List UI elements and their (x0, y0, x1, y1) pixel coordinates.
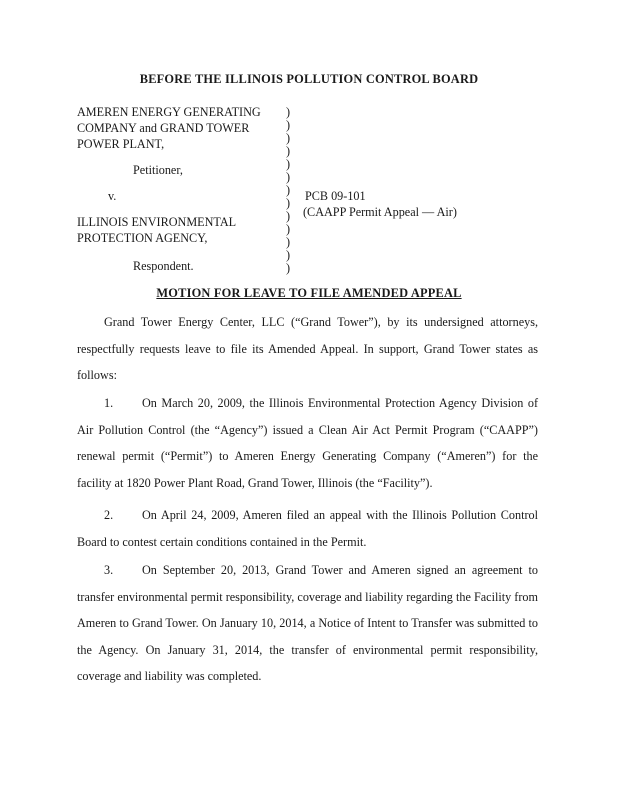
petitioner-role: Petitioner, (133, 163, 183, 177)
caption-paren: ) (286, 170, 291, 184)
caption-paren: ) (286, 131, 291, 145)
paragraph-number: 3. (104, 563, 114, 577)
respondent-name-line-1: ILLINOIS ENVIRONMENTAL (77, 215, 237, 229)
paragraph-text: On March 20, 2009, the Illinois Environmental Protection Agency Division of Air Pollution Control (the “Agency”) issued a Clean Air Act Permit Program (“CAAPP”) renewal permit (“Permit”) to Ameren Energy Generating Company (“Ameren”) for the facility at 1820 Power Plant Road, Grand Tower, Illinois (the “Facility”). (77, 396, 538, 490)
board-heading: BEFORE THE ILLINOIS POLLUTION CONTROL BOARD (139, 72, 479, 86)
caption-paren: ) (286, 118, 291, 132)
caption-paren: ) (286, 261, 291, 275)
paragraph-text: On September 20, 2013, Grand Tower and Ameren signed an agreement to transfer environmental permit responsibility, coverage and liability regarding the Facility from Ameren to Grand Tower. On January 10, 2014, a Notice of Intent to Transfer was submitted to the Agency. On January 31, 2014, the transfer of environmental permit responsibility, coverage and liability was completed. (77, 563, 538, 684)
caption-paren: ) (286, 183, 291, 197)
paragraph-number: 1. (104, 396, 114, 410)
caption-paren: ) (286, 209, 291, 223)
respondent-name-line-2: PROTECTION AGENCY, (77, 231, 208, 245)
caption-paren: ) (286, 144, 291, 158)
paragraph-number: 2. (104, 508, 114, 522)
paragraph-text: On April 24, 2009, Ameren filed an appeal with the Illinois Pollution Control Board to contest certain conditions contained in the Permit. (77, 508, 538, 549)
numbered-paragraph-1 (77, 390, 538, 496)
versus-label: v. (108, 189, 117, 203)
petitioner-name-line-2: COMPANY and GRAND TOWER (77, 121, 250, 135)
caption-paren: ) (286, 235, 291, 249)
caption-paren: ) (286, 248, 291, 262)
caption-paren: ) (286, 196, 291, 210)
caption-paren: ) (286, 105, 291, 119)
intro-paragraph: Grand Tower Energy Center, LLC (“Grand Tower”), by its undersigned attorneys, respectfully requests leave to file its Amended Appeal. In support, Grand Tower states as follows: (77, 315, 538, 383)
motion-title: MOTION FOR LEAVE TO FILE AMENDED APPEAL (156, 286, 462, 300)
respondent-role: Respondent. (133, 259, 194, 273)
caption-paren: ) (286, 222, 291, 236)
numbered-paragraph-2 (77, 502, 538, 555)
case-type: (CAAPP Permit Appeal — Air) (303, 205, 457, 219)
caption-paren: ) (286, 157, 291, 171)
numbered-paragraph-3 (77, 557, 538, 690)
petitioner-name-line-1: AMEREN ENERGY GENERATING (77, 105, 261, 119)
case-number: PCB 09-101 (305, 189, 366, 203)
petitioner-name-line-3: POWER PLANT, (77, 137, 165, 151)
